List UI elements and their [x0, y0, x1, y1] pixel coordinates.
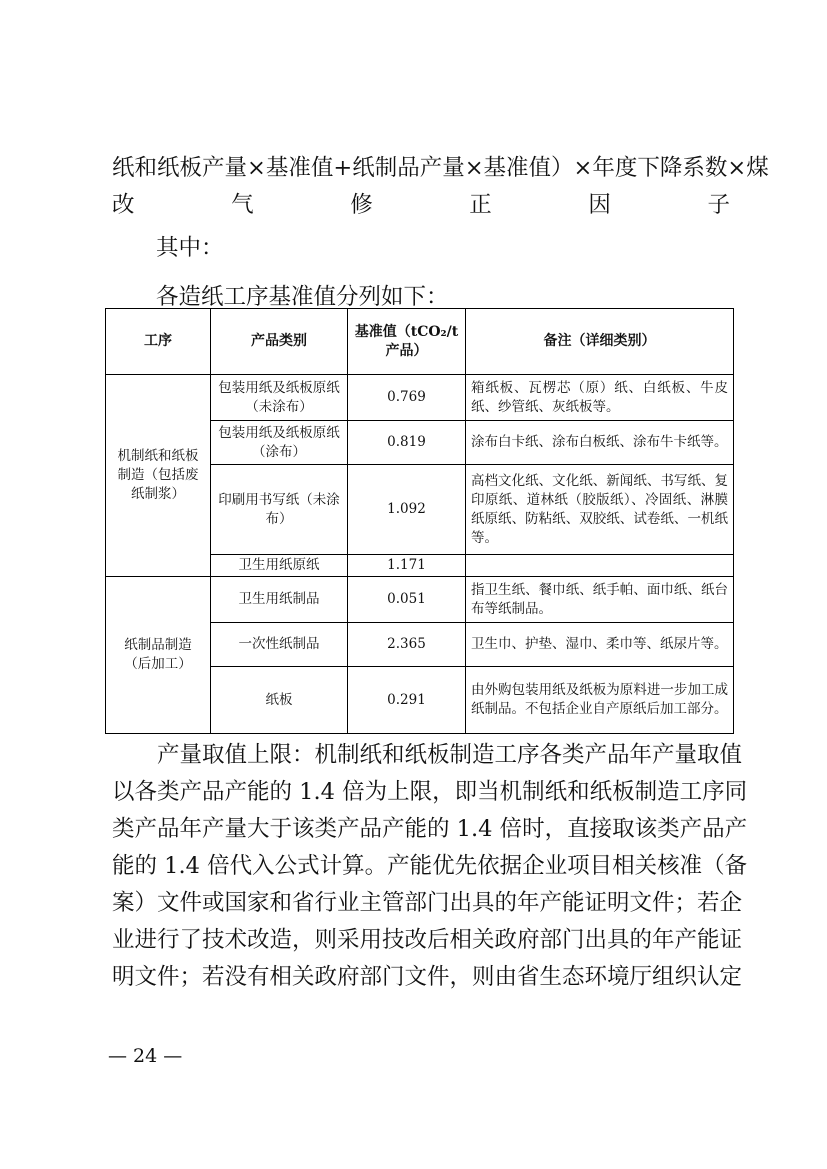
note-cell: 高档文化纸、文化纸、新闻纸、书写纸、复印原纸、道林纸（胶版纸）、冷固纸、淋膜纸原纸、防粘纸、双胶纸、试卷纸、一机纸等。	[466, 465, 734, 555]
table-header-row	[106, 309, 734, 375]
formula-line-1: 纸和纸板产量×基准值+纸制品产量×基准值）×年度下降系数×煤	[112, 155, 769, 181]
process-cell: 纸制品制造（后加工）	[106, 577, 211, 734]
header-process: 工序	[106, 309, 211, 375]
cap-line: 产量取值上限：机制纸和纸板制造工序各类产品年产量取值	[157, 742, 743, 768]
table-intro: 各造纸工序基准值分列如下：	[156, 284, 449, 310]
cap-line: 以各类产品产能的 1.4 倍为上限，即当机制纸和纸板制造工序同	[112, 779, 748, 805]
table-row	[106, 375, 734, 421]
note-cell: 指卫生纸、餐巾纸、纸手帕、面巾纸、纸台布等纸制品。	[466, 577, 734, 623]
cap-line: 案）文件或国家和省行业主管部门出具的年产能证明文件；若企	[112, 890, 743, 916]
table-row	[106, 577, 734, 623]
category-cell: 卫生用纸制品	[211, 577, 348, 623]
cap-paragraph	[112, 737, 748, 996]
value-cell: 0.291	[348, 667, 466, 734]
page-number: — 24 —	[108, 1045, 183, 1067]
value-cell: 0.051	[348, 577, 466, 623]
header-value: 基准值（tCO₂/t 产品）	[348, 309, 466, 375]
note-cell	[466, 555, 734, 577]
cap-line: 明文件；若没有相关政府部门文件，则由省生态环境厅组织认定	[112, 964, 743, 990]
value-cell: 0.769	[348, 375, 466, 421]
value-cell: 0.819	[348, 421, 466, 465]
formula-paragraph	[112, 150, 769, 224]
process-cell: 机制纸和纸板制造（包括废纸制浆）	[106, 375, 211, 577]
value-cell: 1.092	[348, 465, 466, 555]
formula-line-2: 改气修正因子	[112, 192, 730, 218]
category-cell: 包装用纸及纸板原纸（涂布）	[211, 421, 348, 465]
category-cell: 纸板	[211, 667, 348, 734]
cap-line: 业进行了技术改造，则采用技改后相关政府部门出具的年产能证	[112, 927, 743, 953]
value-cell: 1.171	[348, 555, 466, 577]
where-label: 其中：	[156, 235, 224, 261]
category-cell: 卫生用纸原纸	[211, 555, 348, 577]
cap-line: 类产品年产量大于该类产品产能的 1.4 倍时，直接取该类产品产	[112, 816, 748, 842]
category-cell: 印刷用书写纸（未涂布）	[211, 465, 348, 555]
value-cell: 2.365	[348, 623, 466, 667]
note-cell: 涂布白卡纸、涂布白板纸、涂布牛卡纸等。	[466, 421, 734, 465]
header-category: 产品类别	[211, 309, 348, 375]
note-cell: 箱纸板、瓦楞芯（原）纸、白纸板、牛皮纸、纱管纸、灰纸板等。	[466, 375, 734, 421]
header-note: 备注（详细类别）	[466, 309, 734, 375]
note-cell: 卫生巾、护垫、湿巾、柔巾等、纸尿片等。	[466, 623, 734, 667]
category-cell: 包装用纸及纸板原纸（未涂布）	[211, 375, 348, 421]
cap-line: 能的 1.4 倍代入公式计算。产能优先依据企业项目相关核准（备	[112, 853, 748, 879]
note-cell: 由外购包装用纸及纸板为原料进一步加工成纸制品。不包括企业自产原纸后加工部分。	[466, 667, 734, 734]
benchmark-table	[105, 308, 734, 734]
category-cell: 一次性纸制品	[211, 623, 348, 667]
